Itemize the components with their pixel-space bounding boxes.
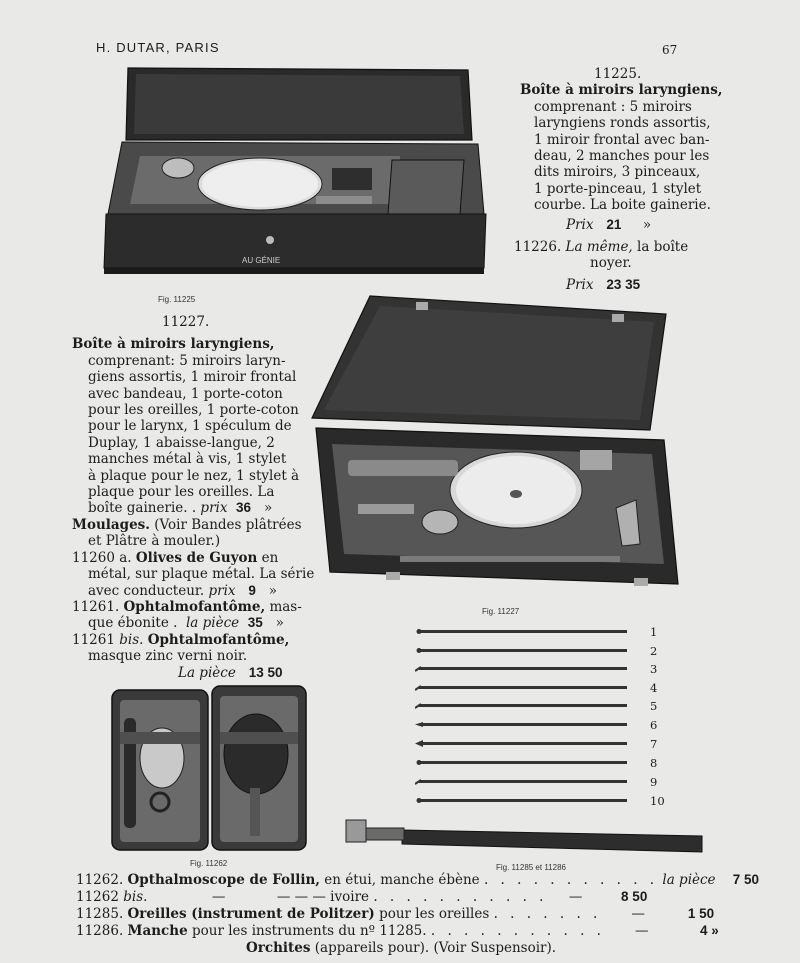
item-text: laryngiens ronds assortis, [534,115,711,132]
price-row-price: 4 » [700,923,719,938]
price-suffix: » [268,582,278,599]
instrument-number: 8 [650,756,658,770]
item-text: pour les oreilles, 1 porte-coton [88,402,299,419]
item-text: 1 miroir frontal avec ban- [534,131,710,148]
item-11226-price-line [514,277,714,293]
item-11261bis-line2: masque zinc verni noir. [88,648,248,665]
instrument-number: 2 [650,644,658,658]
item-text: à plaque pour le nez, 1 stylet à [88,467,300,484]
price-row-price: 7 50 [732,872,759,887]
item-11226-rest: la boîte [637,239,689,256]
price-label: Prix [566,216,594,233]
leader-dots: . . . . . . . [493,906,602,922]
item-text: 1 porte-pinceau, 1 stylet [534,180,702,197]
instrument-number: 3 [650,662,658,676]
item-11227-price-line [72,500,304,516]
item-text: plaque pour les oreilles. La [88,484,275,501]
item-text: pour le larynx, 1 spéculum de [88,418,292,435]
item-text: avec bandeau, 1 porte-coton [88,385,283,402]
item-text: en [261,549,279,566]
item-number: 11225. [594,66,642,82]
price-row-unit: — [635,923,649,939]
item-text: dits miroirs, 3 pinceaux, [534,164,701,181]
price-label: la pièce [185,615,240,632]
footer-text: (appareils pour). (Voir Suspensoir). [314,940,557,956]
price-row-name: Manche [127,923,188,939]
figure-11227-illustration [310,294,686,600]
lid-label: AU GÉNIE [242,256,281,265]
price-label: prix [200,500,228,517]
instrument-6 [415,717,675,725]
moulages-text: (Voir Bandes plâtrées [154,516,302,533]
price-row-desc: en étui, manche ébène [324,872,480,888]
item-number: 11260 a. [72,549,132,566]
item-11260a-line2: métal, sur plaque métal. La série [88,566,315,583]
instrument-handle [342,818,704,862]
footer-title: Orchites [246,940,311,956]
instrument-number: 1 [650,625,658,639]
instrument-8 [415,755,675,763]
item-11261bis-price-line [72,665,304,681]
item-text: courbe. La boite gainerie. [534,197,711,214]
price-value: 23 35 [606,276,641,292]
item-11225 [514,66,723,293]
price-row-desc: pour les oreilles [379,906,490,922]
price-row-unit: la pièce [662,872,716,888]
left-column [72,314,315,681]
item-title: Ophtalmofantôme, [147,631,290,648]
item-text: Duplay, 1 abaisse-langue, 2 [88,434,275,451]
price-row-name: Opthalmoscope de Follin, [127,872,320,888]
leader-dots: . . . . . . . . . . . [430,923,605,939]
item-text: boîte gainerie. . [88,500,197,517]
instrument-number: 10 [650,794,665,808]
price-row [76,872,759,888]
price-row-name: Oreilles (instrument de Politzer) [127,906,375,922]
item-text: que ébonite . [88,615,178,632]
instrument-number: 9 [650,775,658,789]
instrument-3 [415,661,675,669]
item-11260a-line1 [72,550,304,566]
price-suffix: » [263,500,273,517]
price-row [76,889,647,905]
instrument-number: 4 [650,681,658,695]
figure-11227-caption: Fig. 11227 [482,607,520,616]
price-row-price: 8 50 [621,889,648,904]
price-row-desc: — — — ivoire [276,889,370,905]
price-value: 36 [236,500,252,516]
price-label: Prix [566,276,594,293]
price-suffix: » [275,615,284,632]
item-text: deau, 2 manches pour les [534,148,710,165]
item-11261-line1 [72,599,304,615]
item-11226-line1 [514,239,714,255]
item-11260a-line3 [72,583,304,599]
instrument-7 [415,736,675,744]
price-label: La pièce [178,664,236,681]
instrument-1 [415,624,675,632]
item-11226-line2: noyer. [590,255,632,272]
price-row [76,923,719,939]
price-row-unit: — [568,889,583,905]
item-11226-italic: La même, [565,239,633,256]
item-11227-title: Boîte à miroirs laryngiens, [72,336,275,353]
footer-line [246,940,556,956]
instrument-10 [415,793,675,801]
item-price-line [514,217,714,233]
item-text: comprenant: 5 miroirs laryn- [88,352,286,369]
price-row-number: 11262 [76,889,119,905]
figure-11262-caption: Fig. 11262 [190,859,228,868]
figure-11285-caption: Fig. 11285 et 11286 [496,863,566,872]
item-11261-line2 [72,615,304,631]
instrument-9 [415,774,675,782]
moulages-line1 [72,517,304,533]
price-row-number: 11285. [76,906,124,922]
price-value: 21 [606,216,622,232]
instrument-4 [415,680,675,688]
item-text: comprenant : 5 miroirs [534,98,692,115]
instrument-number: 7 [650,737,658,751]
item-11261bis-line1 [72,632,304,648]
price-row [76,906,714,922]
price-row-desc: pour les instruments du nº 11285. [191,923,427,939]
running-header: H. DUTAR, PARIS [96,40,220,55]
item-text: mas- [269,598,302,615]
instrument-5 [415,698,675,706]
item-title: Olives de Guyon [135,549,258,566]
item-bis: bis. [119,631,144,648]
figure-11225-illustration [100,64,495,288]
price-row-unit: — [631,906,645,922]
price-row-name: — [211,889,226,905]
price-label: prix [208,582,236,599]
item-11227-number: 11227. [162,314,210,330]
item-text: avec conducteur. [88,582,205,599]
moulages-title: Moulages. [72,516,150,533]
price-row-price: 1 50 [687,906,715,921]
item-title: Ophtalmofantôme, [123,598,266,615]
item-text: manches métal à vis, 1 stylet [88,451,287,468]
price-suffix: » [642,216,652,233]
item-number: 11261. [72,598,120,615]
price-value: 35 [247,615,263,631]
figure-11262-illustration [110,684,310,854]
page-number: 67 [662,43,678,57]
price-value: 9 [248,582,256,598]
price-value: 13 50 [248,664,283,680]
price-row-bis: bis. [123,889,148,905]
instrument-number: 5 [650,699,658,713]
leader-dots: . . . . . . . . . . . [483,872,659,888]
price-row-number: 11262. [76,872,124,888]
leader-dots: . . . . . . . . . . . [373,889,548,905]
figure-11225-caption: Fig. 11225 [158,295,196,304]
item-title: Boîte à miroirs laryngiens, [520,82,723,99]
item-text: giens assortis, 1 miroir frontal [88,369,297,386]
instrument-number: 6 [650,718,658,732]
item-11226-number: 11226. [514,239,562,256]
item-number: 11261 [72,631,115,648]
price-row-number: 11286. [76,923,124,939]
instrument-2 [415,643,675,651]
moulages-line2: et Plâtre à mouler.) [88,533,221,550]
